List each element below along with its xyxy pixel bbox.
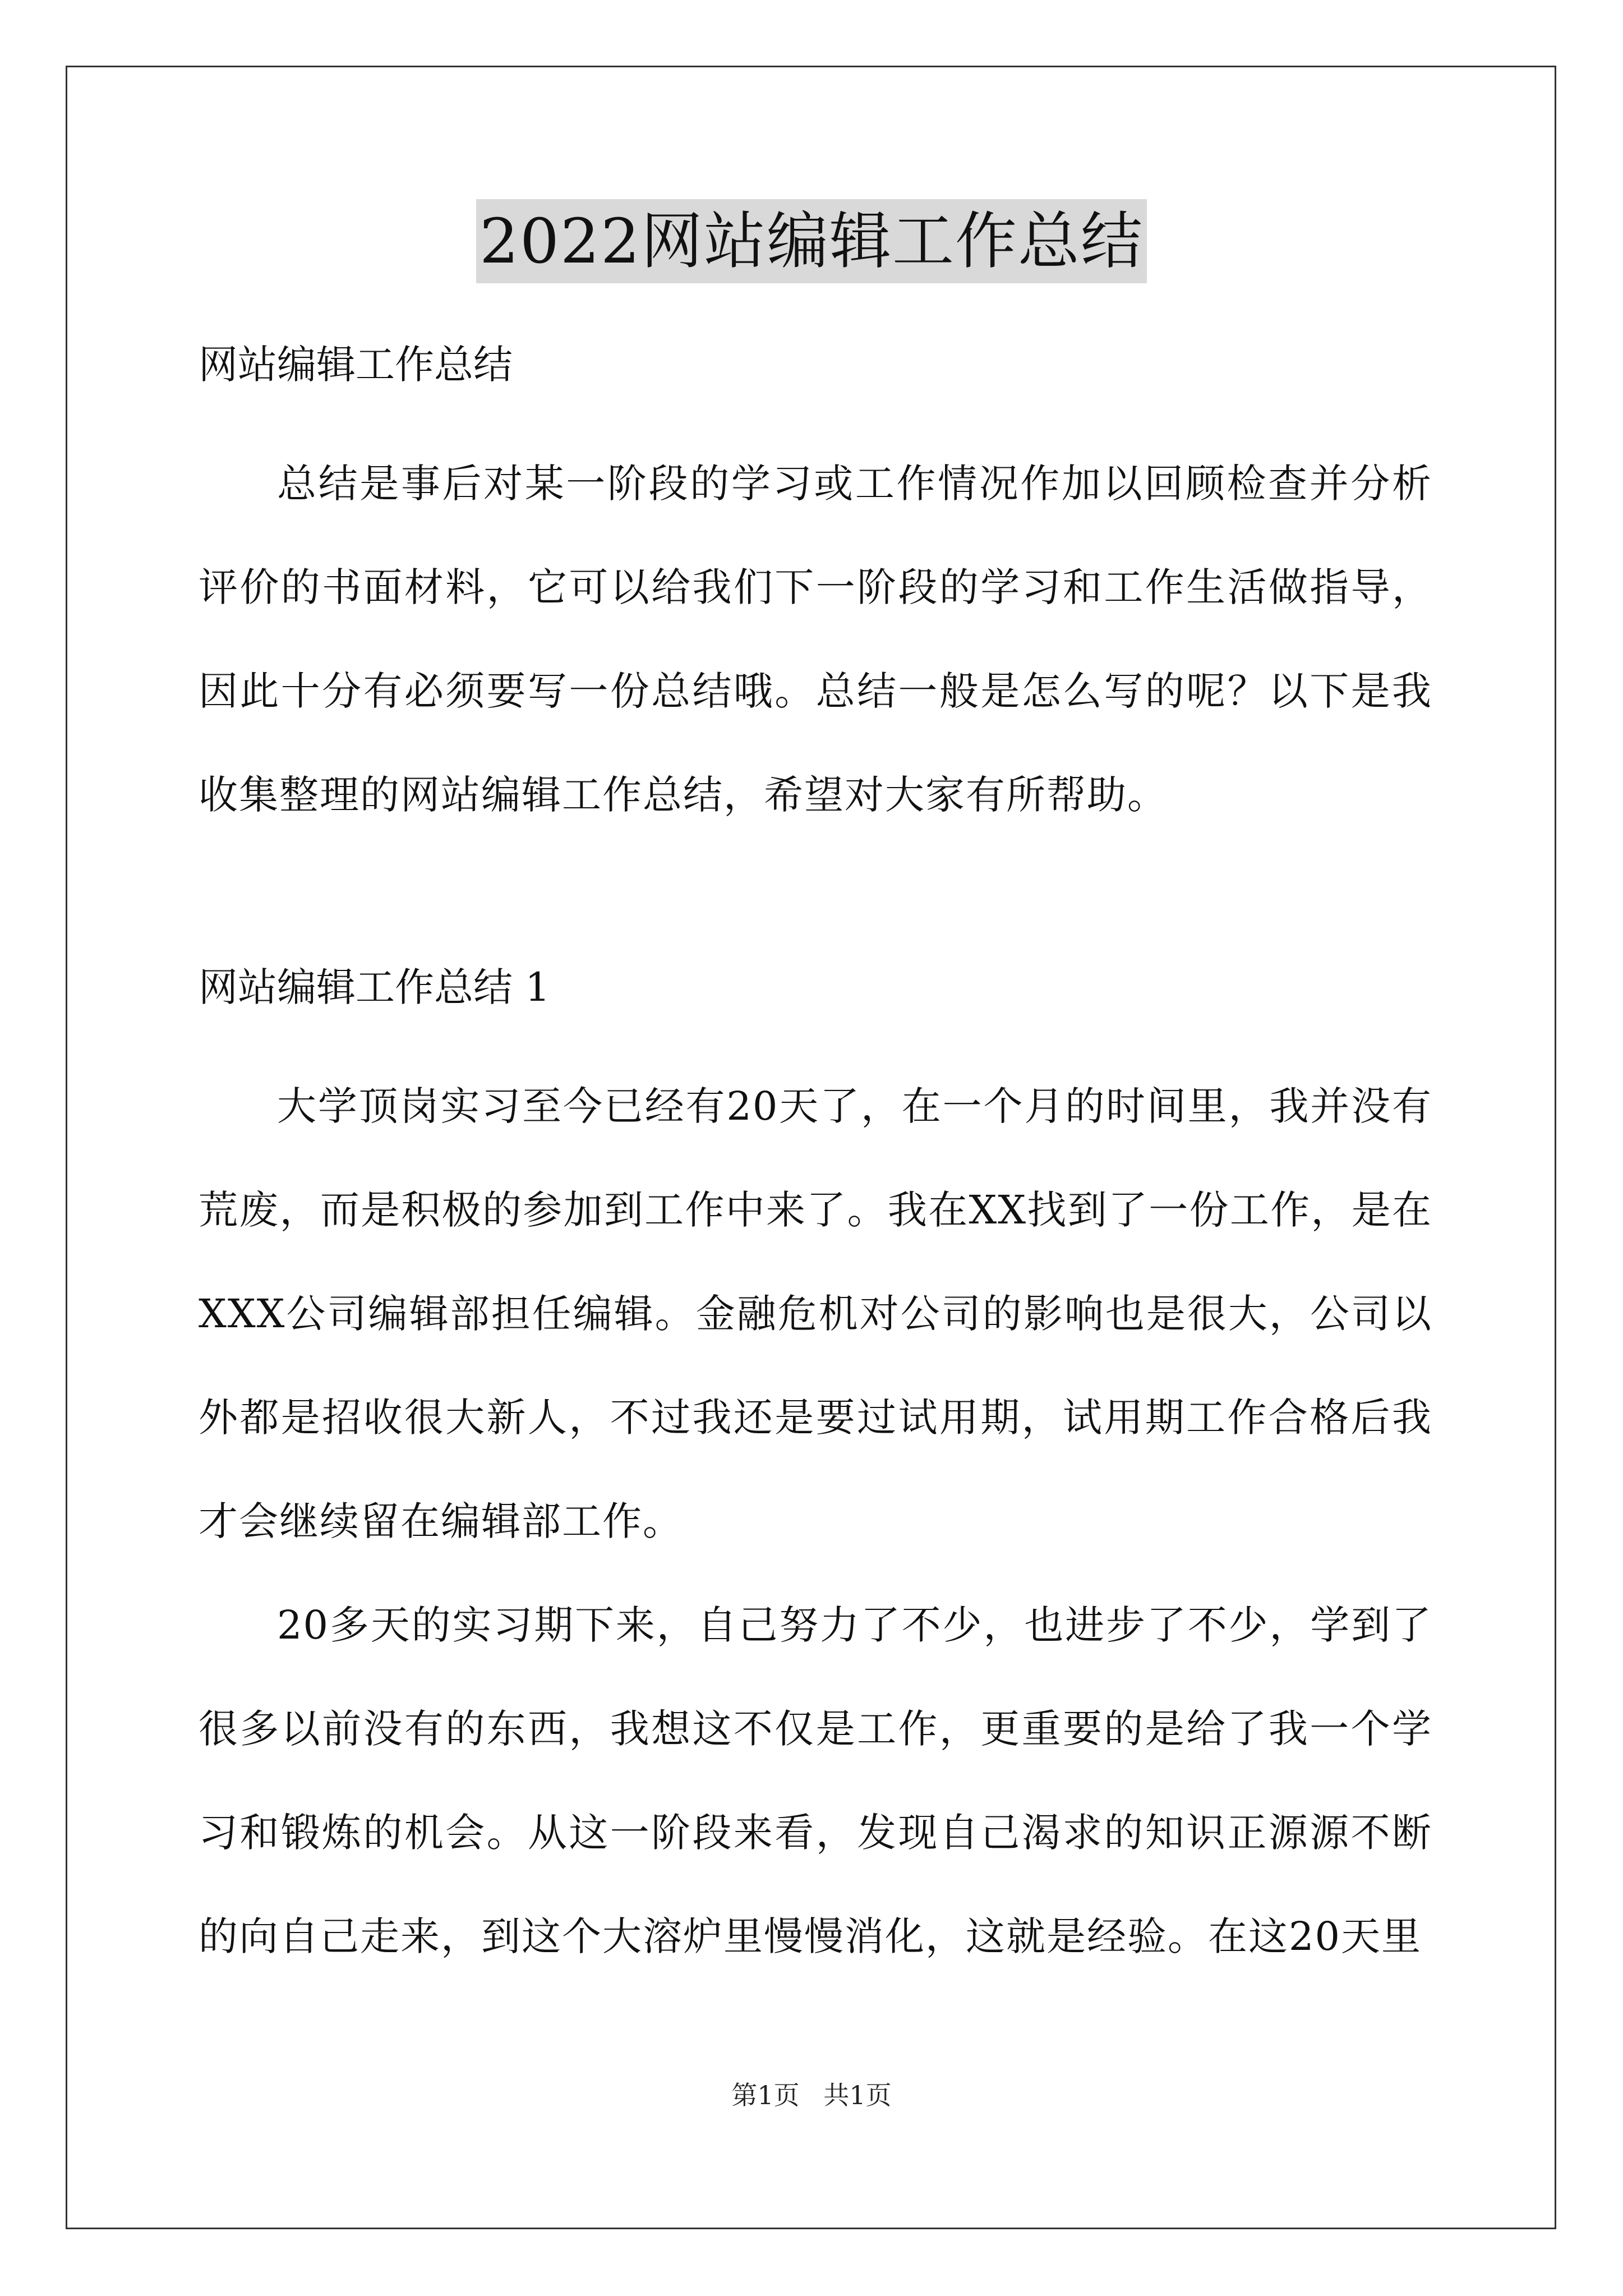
section-heading: 网站编辑工作总结 1 [199, 964, 550, 1010]
page-number-total: 共1页 [823, 2080, 892, 2110]
body-paragraph-1: 大学顶岗实习至今已经有20天了，在一个月的时间里，我并没有荒废，而是积极的参加到工作中来了。我在XX找到了一份工作，是在XXX公司编辑部担任编辑。金融危机对公司的影响也是很大，公司以外都是招收很大新人，不过我还是要过试用期，试用期工作合格后我才会继续留在编辑部工作。 [199, 1083, 1432, 1544]
document-body [199, 314, 1432, 1989]
document-subtitle: 网站编辑工作总结 [199, 342, 513, 388]
page-number-current: 第1页 [731, 2080, 800, 2110]
body-paragraph-2: 20多天的实习期下来，自己努力了不少，也进步了不少，学到了很多以前没有的东西，我想这不仅是工作，更重要的是给了我一个学习和锻炼的机会。从这一阶段来看，发现自己渴求的知识正源源不断的向自己走来，到这个大溶炉里慢慢消化，这就是经验。在这20天里 [199, 1602, 1432, 1959]
title-container [0, 199, 1623, 283]
document-title: 2022网站编辑工作总结 [476, 199, 1147, 283]
intro-paragraph: 总结是事后对某一阶段的学习或工作情况作加以回顾检查并分析评价的书面材料，它可以给我们下一阶段的学习和工作生活做指导，因此十分有必须要写一份总结哦。总结一般是怎么写的呢？以下是我收集整理的网站编辑工作总结，希望对大家有所帮助。 [199, 461, 1432, 818]
section-gap [199, 847, 1432, 937]
page-footer [0, 2078, 1623, 2112]
